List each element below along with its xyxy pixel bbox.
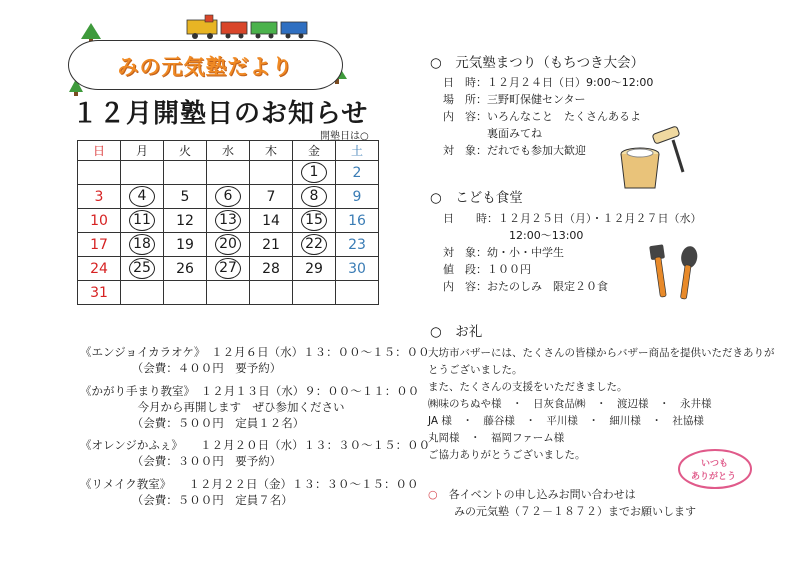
calendar-day-cell bbox=[207, 281, 250, 305]
day-number: 7 bbox=[266, 188, 276, 205]
day-number: 9 bbox=[352, 188, 362, 205]
calendar-day-cell bbox=[78, 185, 121, 209]
calendar-day-cell bbox=[121, 185, 164, 209]
calendar-week-row bbox=[78, 257, 379, 281]
kids-cafeteria-details: 日 時：１２月２５日（月）・１２月２７日（水） 12:00～13:00 対 象：幼・小・中学生 値 段：１００円 内 容：おたのしみ 限定２０食 bbox=[443, 212, 702, 293]
event-orange-cafe: 《オレンジかふぇ》 １２月２０日（水）１３：３０～１５：００ （会費：３００円 要予約） bbox=[80, 438, 431, 468]
festival-heading: ○ 元気塾まつり（もちつき大会） bbox=[430, 55, 645, 71]
day-number: 29 bbox=[305, 260, 323, 277]
calendar-day-cell bbox=[78, 281, 121, 305]
weekday-header: 水 bbox=[207, 141, 250, 161]
calendar-day-cell bbox=[121, 257, 164, 281]
calendar-day-cell bbox=[78, 257, 121, 281]
calendar-day-cell bbox=[336, 257, 379, 281]
fork-spoon-icon bbox=[645, 243, 705, 301]
event-karaoke: 《エンジョイカラオケ》 １２月６日（水）１３：００～１５：００ （会費：４００円 要予約） bbox=[80, 345, 430, 375]
calendar-week-row bbox=[78, 281, 379, 305]
calendar-day-cell bbox=[207, 257, 250, 281]
calendar-day-cell bbox=[207, 209, 250, 233]
day-number: 28 bbox=[262, 260, 280, 277]
thanks-body: 大坊市バザーには、たくさんの皆様からバザー商品を提供いただきありがとうございました。 また、たくさんの支援をいただきました。 ㈱味のちぬや様 ・ 日灰食品㈱ ・ 渡辺様 ・ 永井様 JA 様 ・ 藤谷様 ・ 平川様 ・ 細川様 ・ 社協様 丸岡様 ・ 福岡ファーム様 ご協力ありがとうございました。 bbox=[428, 347, 775, 461]
weekday-header: 月 bbox=[121, 141, 164, 161]
calendar-header-row bbox=[78, 141, 379, 161]
calendar-day-cell bbox=[121, 209, 164, 233]
open-day-note: 開塾日は○ bbox=[320, 131, 369, 142]
weekday-header: 日 bbox=[78, 141, 121, 161]
day-number: 26 bbox=[176, 260, 194, 277]
thanks-heading: ○ お礼 bbox=[430, 324, 483, 340]
calendar-day-cell bbox=[164, 281, 207, 305]
calendar-day-cell bbox=[250, 257, 293, 281]
contact-info bbox=[428, 486, 696, 520]
day-number: 5 bbox=[180, 188, 190, 205]
open-day-number: 13 bbox=[215, 210, 241, 231]
banner-title: みの元気塾だより bbox=[117, 55, 294, 79]
calendar-day-cell bbox=[250, 185, 293, 209]
calendar-day-cell bbox=[293, 185, 336, 209]
calendar-day-cell bbox=[293, 257, 336, 281]
page-title: １２月開塾日のお知らせ bbox=[72, 99, 369, 129]
calendar-week-row bbox=[78, 161, 379, 185]
newsletter-banner bbox=[68, 40, 343, 90]
open-day-number: 22 bbox=[301, 234, 327, 255]
day-number: 2 bbox=[352, 164, 362, 181]
day-number: 3 bbox=[94, 188, 104, 205]
calendar-day-cell bbox=[336, 209, 379, 233]
contact-mark: ○ bbox=[428, 488, 438, 501]
calendar-day-cell bbox=[250, 281, 293, 305]
calendar-day-cell bbox=[336, 233, 379, 257]
day-number: 16 bbox=[348, 212, 366, 229]
calendar-day-cell bbox=[336, 185, 379, 209]
calendar-day-cell bbox=[121, 233, 164, 257]
open-day-number: 1 bbox=[301, 162, 327, 183]
calendar-day-cell bbox=[250, 233, 293, 257]
calendar-day-cell bbox=[250, 161, 293, 185]
festival-details: 日 時：１２月２４日（日）9:00～12:00 場 所：三野町保健センター 内 容：いろんなこと たくさんあるよ 裏面みてね 対 象：だれでも参加大歓迎 bbox=[443, 76, 654, 157]
weekday-header: 木 bbox=[250, 141, 293, 161]
calendar-week-row bbox=[78, 185, 379, 209]
calendar-day-cell bbox=[336, 281, 379, 305]
open-day-number: 20 bbox=[215, 234, 241, 255]
calendar-day-cell bbox=[164, 233, 207, 257]
calendar-day-cell bbox=[164, 257, 207, 281]
open-day-number: 27 bbox=[215, 258, 241, 279]
calendar-day-cell bbox=[293, 161, 336, 185]
train-illustration bbox=[185, 14, 315, 40]
day-number: 14 bbox=[262, 212, 280, 229]
weekday-header: 金 bbox=[293, 141, 336, 161]
calendar-day-cell bbox=[121, 281, 164, 305]
open-day-number: 4 bbox=[129, 186, 155, 207]
day-number: 21 bbox=[262, 236, 280, 253]
calendar-day-cell bbox=[164, 209, 207, 233]
contact-line-1: 各イベントの申し込みお問い合わせは bbox=[448, 488, 636, 501]
calendar-day-cell bbox=[121, 161, 164, 185]
calendar-day-cell bbox=[78, 161, 121, 185]
calendar-week-row bbox=[78, 209, 379, 233]
event-temari: 《かがり手まり教室》 １２月１３日（水）９：００～１１：００ 今月から再開します ぜひ参加ください （会費：５００円 定員１２名） bbox=[80, 384, 420, 430]
day-number: 12 bbox=[176, 212, 194, 229]
day-number: 30 bbox=[348, 260, 366, 277]
open-day-number: 25 bbox=[129, 258, 155, 279]
calendar-day-cell bbox=[78, 233, 121, 257]
open-day-number: 11 bbox=[129, 210, 155, 231]
open-day-number: 8 bbox=[301, 186, 327, 207]
day-number: 24 bbox=[90, 260, 108, 277]
calendar-day-cell bbox=[293, 233, 336, 257]
weekday-header: 火 bbox=[164, 141, 207, 161]
stamp-bottom-text: ありがとう bbox=[691, 472, 737, 482]
calendar-day-cell bbox=[164, 161, 207, 185]
calendar-day-cell bbox=[78, 209, 121, 233]
day-number: 10 bbox=[90, 212, 108, 229]
mochi-mortar-illustration bbox=[615, 122, 693, 194]
calendar-day-cell bbox=[207, 233, 250, 257]
calendar-day-cell bbox=[293, 209, 336, 233]
weekday-header: 土 bbox=[336, 141, 379, 161]
open-day-number: 15 bbox=[301, 210, 327, 231]
calendar-day-cell bbox=[207, 185, 250, 209]
day-number: 17 bbox=[90, 236, 108, 253]
contact-line-2: みの元気塾（７２－１８７２）までお願いします bbox=[454, 505, 696, 518]
calendar-week-row bbox=[78, 233, 379, 257]
calendar-day-cell bbox=[250, 209, 293, 233]
stamp-top-text: いつも bbox=[701, 459, 729, 469]
calendar-day-cell bbox=[207, 161, 250, 185]
day-number: 23 bbox=[348, 236, 366, 253]
open-day-number: 18 bbox=[129, 234, 155, 255]
calendar-day-cell bbox=[336, 161, 379, 185]
day-number: 19 bbox=[176, 236, 194, 253]
calendar bbox=[77, 140, 379, 305]
calendar-day-cell bbox=[293, 281, 336, 305]
open-day-number: 6 bbox=[215, 186, 241, 207]
day-number: 31 bbox=[90, 284, 108, 301]
calendar-day-cell bbox=[164, 185, 207, 209]
kids-cafeteria-heading: ○ こども食堂 bbox=[430, 190, 523, 206]
event-remake: 《リメイク教室》 １２月２２日（金）１３：３０～１５：００ （会費：５００円 定員７名） bbox=[80, 477, 419, 507]
